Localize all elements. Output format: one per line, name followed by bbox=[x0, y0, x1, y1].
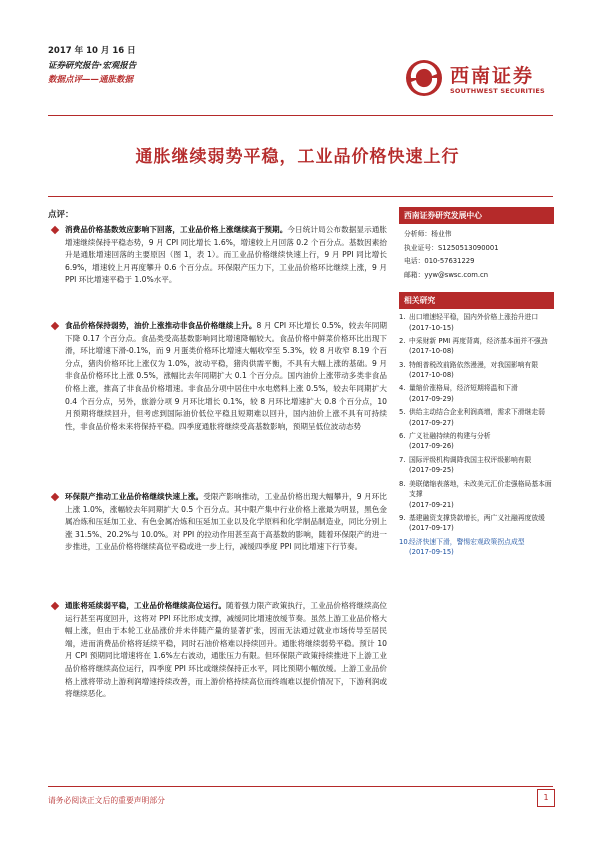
page-title: 通胀继续弱势平稳，工业品价格快速上行 bbox=[135, 147, 460, 167]
related-date: (2017-09-26) bbox=[409, 442, 454, 451]
related-num: 6. bbox=[399, 431, 406, 440]
related-item[interactable] bbox=[399, 336, 554, 357]
analyst-name: 分析师：杨业伟 bbox=[404, 230, 452, 238]
related-item[interactable] bbox=[399, 431, 554, 452]
title-divider bbox=[48, 196, 553, 197]
related-item[interactable] bbox=[399, 407, 554, 428]
related-title: 出口增速轻平稳，国内外价格上涨抬升进口 bbox=[409, 313, 539, 321]
related-num: 2. bbox=[399, 336, 406, 345]
report-type: 证券研究报告·宏观报告 bbox=[48, 61, 137, 71]
analysis-section-1 bbox=[52, 224, 387, 287]
bullet-icon bbox=[51, 493, 59, 501]
section-body: 随着强力限产政策执行，工业品价格将继续高位运行甚至再度回升，这将对 PPI 环比形成支撑，减缓同比增速放缓节奏。虽然上游工业品价格大幅上涨，但由于本轮工业品涨价并未伴随产量的显著扩张，因而无法通过就业市场传导至居民端，进而消费品价格将延续平稳，同时石油价格难以持续回升。通胀将继续弱势平稳。预计 10 月 CPI 预期同比增速将在 1.6%左右波动，通胀压力有限。但环保限产政策持续推进下上游工业品价格将继续高位运行，四季度 PPI 环比或继续保持正水平，同比预期小幅放缓。上游工业品价格上涨将带动上游利润增速持续改善，而上游价格持续高位而终端难以提价情况下，下游利润或将继续恶化。 bbox=[65, 601, 388, 699]
related-date: (2017-09-17) bbox=[409, 524, 454, 533]
related-num: 3. bbox=[399, 360, 406, 369]
related-title: 量缩价涨格局，经济短期将温和下滑 bbox=[409, 384, 518, 393]
related-title: 中采财新 PMI 再度背离，经济基本面并不强劲 bbox=[409, 336, 548, 345]
disclaimer-note: 请务必阅读正文后的重要声明部分 bbox=[48, 796, 165, 805]
comment-label: 点评： bbox=[48, 210, 74, 220]
logo-mark-icon bbox=[404, 58, 444, 98]
section-lead: 通胀将延续弱平稳，工业品价格继续高位运行。 bbox=[65, 601, 227, 610]
related-title: 广义社融持续的构建与分析 bbox=[409, 431, 491, 440]
related-item[interactable] bbox=[399, 383, 554, 404]
footer-divider bbox=[48, 786, 553, 787]
bullet-icon bbox=[51, 322, 59, 330]
analysis-section-3 bbox=[52, 491, 387, 554]
section-lead: 消费品价格基数效应影响下回落，工业品价格上涨继续高于预期。 bbox=[65, 225, 288, 234]
bullet-icon bbox=[51, 226, 59, 234]
analysis-section-2 bbox=[52, 320, 387, 433]
related-date: (2017-09-27) bbox=[409, 418, 454, 427]
related-item[interactable] bbox=[399, 455, 554, 476]
section-body: 今日统计局公布数据显示通胀增速继续保持平稳态势，9 月 CPI 同比增长 1.6%，增速较上月回落 0.2 个百分点。基数因素抬升是通胀增速回落的主要原因（图 1，表 1）。而工业品价格继续快速上行，9 月 PPI 同比增长 6.9%，增速较上月再度攀升 0.6 个百分点。环保限产压力下，工业品价格环比继续上涨，9 月 PPI 环比增速平稳于 1.0%水平。 bbox=[65, 225, 388, 285]
analyst-license: 执业证号：S1250513090001 bbox=[404, 243, 499, 252]
related-num: 10. bbox=[399, 537, 410, 546]
analyst-panel bbox=[399, 207, 554, 282]
related-date: (2017-09-15) bbox=[409, 548, 454, 557]
report-subtitle: 数据点评——通胀数据 bbox=[48, 75, 134, 85]
related-date: (2017-09-25) bbox=[409, 466, 454, 475]
analysis-section-4 bbox=[52, 600, 387, 701]
related-list bbox=[399, 309, 554, 558]
page-number: 1 bbox=[537, 789, 555, 807]
related-date: (2017-10-08) bbox=[409, 371, 454, 380]
analyst-info bbox=[399, 224, 554, 282]
logo-chinese-name: 西南证券 bbox=[450, 65, 535, 87]
header-divider bbox=[48, 115, 553, 116]
related-title: 特朗普税改前路依然漫漫，对我国影响有限 bbox=[409, 360, 539, 369]
related-title: 供给主动结合企业利润高增，需求下滑继走弱 bbox=[409, 408, 545, 417]
section-body: 8 月 CPI 环比增长 0.5%，较去年同期下降 0.17 个百分点。食品类受高基数影响同比增速降幅较大。食品价格中鲜菜价格环比出现下滑，环比增速下滑-0.1%，而 9 月蛋类价格环比增速大幅收窄至 5.3%，较 8 月收窄 8.19 个百分点，猪肉价格环比上涨仅为 1.0%，波动平稳，猪肉供需平衡，不具有大幅上涨的基础。9 月非食品价格环比上涨 0.5%，涨幅比去年同期扩大 0.1 个百分点。国内油价上涨带动多类非食品价格上涨，推高了非食品价格增速。非食品分项中居住中水电燃料上涨 0.5%，较去年同期扩大 0.4 个百分点，另外，旅游分项 9 月环比增长 0.1%，较 8 月环比增速扩大 0.8 个百分点，10 月预期将继续回升，但考虑到国际油价低位平稳且短期难以回升，国内油价上涨不具有可持续性，非食品价格未来将保持平稳。四季度通胀将继续受高基数影响，预期呈低位波动态势 bbox=[65, 321, 387, 431]
related-date: (2017-09-21) bbox=[409, 500, 454, 509]
related-item[interactable] bbox=[399, 360, 554, 381]
related-item[interactable] bbox=[399, 479, 554, 511]
related-research-panel bbox=[399, 292, 554, 560]
related-num: 4. bbox=[399, 384, 406, 393]
related-title: 美联储缩表落地，未改美元汇价走强格局基本面支撑 bbox=[409, 479, 552, 499]
analyst-email[interactable]: 邮箱：yyw@swsc.com.cn bbox=[404, 270, 489, 279]
related-num: 7. bbox=[399, 455, 406, 464]
related-title: 经济快速下滑，警惕宏观政策拐点成型 bbox=[409, 537, 525, 546]
analyst-phone: 电话：010-57631229 bbox=[404, 257, 475, 265]
related-date: (2017-10-08) bbox=[409, 347, 454, 356]
report-date: 2017 年 10 月 16 日 bbox=[48, 46, 136, 56]
company-logo bbox=[404, 58, 554, 106]
related-num: 9. bbox=[399, 513, 406, 522]
bullet-icon bbox=[51, 602, 59, 610]
logo-english-name: SOUTHWEST SECURITIES bbox=[450, 87, 545, 95]
related-num: 5. bbox=[399, 408, 406, 417]
related-date: (2017-10-15) bbox=[409, 323, 454, 332]
section-lead: 环保限产推动工业品价格继续快速上涨。 bbox=[65, 492, 204, 501]
related-header: 相关研究 bbox=[399, 292, 554, 309]
related-title: 国际评级机构调降我国主权评级影响有限 bbox=[409, 455, 532, 464]
section-lead: 食品价格保持弱势，油价上涨推动非食品价格继续上升。 bbox=[65, 321, 257, 330]
related-item[interactable] bbox=[399, 513, 554, 534]
related-date: (2017-09-29) bbox=[409, 394, 454, 403]
team-header: 西南证券研究发展中心 bbox=[399, 207, 554, 224]
related-title: 基建融资支撑贷款增长，两广义社融再度放缓 bbox=[409, 513, 545, 522]
section-body: 受限产影响推动，工业品价格出现大幅攀升，9 月环比上涨 1.0%，涨幅较去年同期扩大 0.5 个百分点。其中限产集中行业价格上涨最为明显，黑色金属冶炼和压延加工业、有色金属冶炼和压延加工业以及化学原料和化学制品制造业，同比分别上涨 31.5%、20.2%与 10.0%。对 PPI 的拉动作用甚至高于高基数的影响，随着环保限产的进一步推进，工业品价格将继续高位平稳或进一步上行，减缓四季度 PPI 同比增速下行节奏。 bbox=[65, 492, 387, 552]
related-item[interactable] bbox=[399, 312, 554, 333]
related-num: 8. bbox=[399, 479, 406, 488]
related-num: 1. bbox=[399, 313, 406, 321]
related-item[interactable] bbox=[399, 537, 554, 558]
